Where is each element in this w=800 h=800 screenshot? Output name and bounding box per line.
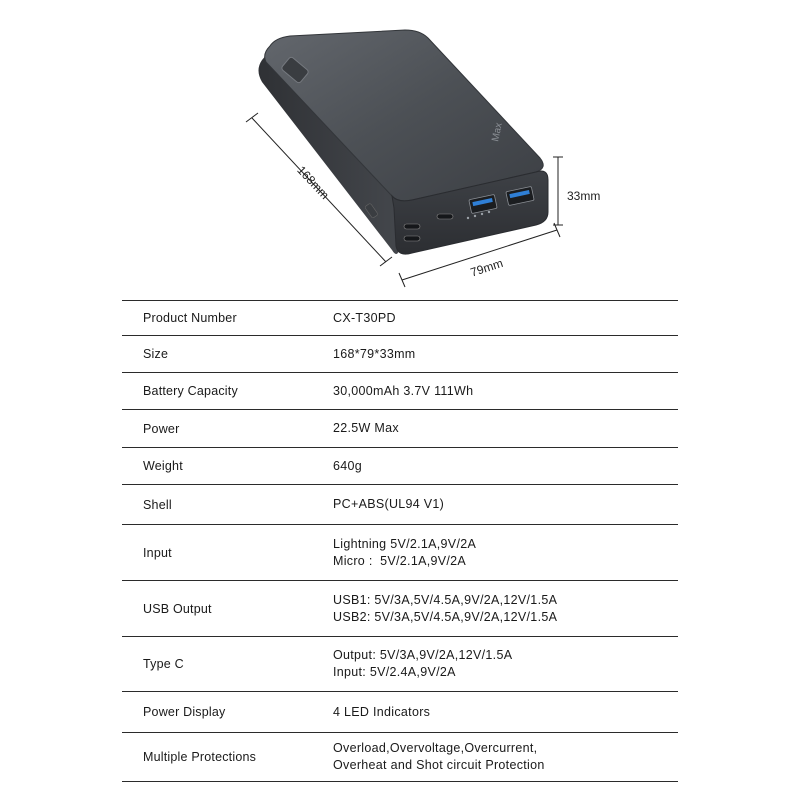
dimension-label-height: 33mm: [567, 189, 601, 203]
spec-row-power: [122, 409, 678, 447]
spec-value-line: 30,000mAh 3.7V 111Wh: [333, 383, 474, 398]
spec-label: Weight: [143, 459, 183, 473]
spec-row-size: [122, 335, 678, 372]
spec-label: Multiple Protections: [143, 750, 257, 764]
spec-label: Shell: [143, 497, 172, 512]
spec-value-line: Micro : 5V/2.1A,9V/2A: [333, 553, 467, 568]
spec-label: Input: [143, 545, 172, 560]
spec-value-line: Overload,Overvoltage,Overcurrent,: [333, 741, 538, 755]
spec-value-line: Overheat and Shot circuit Protection: [333, 758, 545, 772]
spec-value: [333, 536, 678, 570]
spec-value-line: 168*79*33mm: [333, 346, 416, 361]
spec-value: [333, 496, 678, 513]
led-indicator-icon: [474, 215, 476, 217]
power-bank-figure: [0, 0, 800, 300]
spec-value-line: 4 LED Indicators: [333, 704, 431, 719]
spec-value-line: CX-T30PD: [333, 310, 396, 325]
spec-row-battery-capacity: [122, 372, 678, 409]
dimension-label-length: 168mm: [294, 163, 332, 202]
spec-label: Battery Capacity: [143, 384, 238, 398]
spec-row-type-c: [122, 636, 678, 691]
lightning-port-icon: [404, 224, 420, 229]
micro-port-icon: [404, 236, 420, 241]
spec-label: Type C: [143, 657, 184, 671]
spec-row-input: [122, 524, 678, 580]
dimension-label-width: 79mm: [468, 255, 505, 280]
spec-table: [122, 300, 678, 782]
led-indicator-icon: [467, 217, 469, 219]
type-c-port-icon: [437, 214, 453, 219]
spec-value: [333, 592, 678, 626]
spec-label: Power Display: [143, 705, 226, 719]
spec-row-shell: [122, 484, 678, 524]
spec-row-usb-output: [122, 580, 678, 636]
spec-label: USB Output: [143, 601, 212, 616]
spec-value-line: USB2: 5V/3A,5V/4.5A,9V/2A,12V/1.5A: [333, 609, 558, 624]
spec-value: [333, 310, 678, 327]
spec-value: [333, 740, 678, 774]
brand-logo-icon: Max: [490, 121, 505, 143]
led-indicator-icon: [488, 211, 490, 213]
dimension-line-height: [553, 157, 563, 225]
spec-value-line: Input: 5V/2.4A,9V/2A: [333, 665, 456, 679]
spec-row-product-number: [122, 300, 678, 335]
spec-value: [333, 704, 678, 721]
led-indicator-icon: [481, 213, 483, 215]
spec-row-power-display: [122, 691, 678, 732]
spec-value: [333, 346, 678, 363]
spec-label: Size: [143, 347, 169, 361]
spec-value-line: Lightning 5V/2.1A,9V/2A: [333, 536, 477, 551]
spec-value-line: Output: 5V/3A,9V/2A,12V/1.5A: [333, 648, 513, 662]
spec-value-line: USB1: 5V/3A,5V/4.5A,9V/2A,12V/1.5A: [333, 592, 558, 607]
spec-value-line: 640g: [333, 458, 363, 473]
spec-value: [333, 647, 678, 681]
spec-label: Power: [143, 421, 180, 436]
spec-value: [333, 383, 678, 400]
spec-row-multiple-protections: [122, 732, 678, 782]
spec-value: [333, 420, 678, 437]
spec-value: [333, 458, 678, 475]
spec-label: Product Number: [143, 311, 237, 325]
spec-row-weight: [122, 447, 678, 484]
spec-value-line: PC+ABS(UL94 V1): [333, 497, 445, 511]
spec-value-line: 22.5W Max: [333, 421, 399, 435]
